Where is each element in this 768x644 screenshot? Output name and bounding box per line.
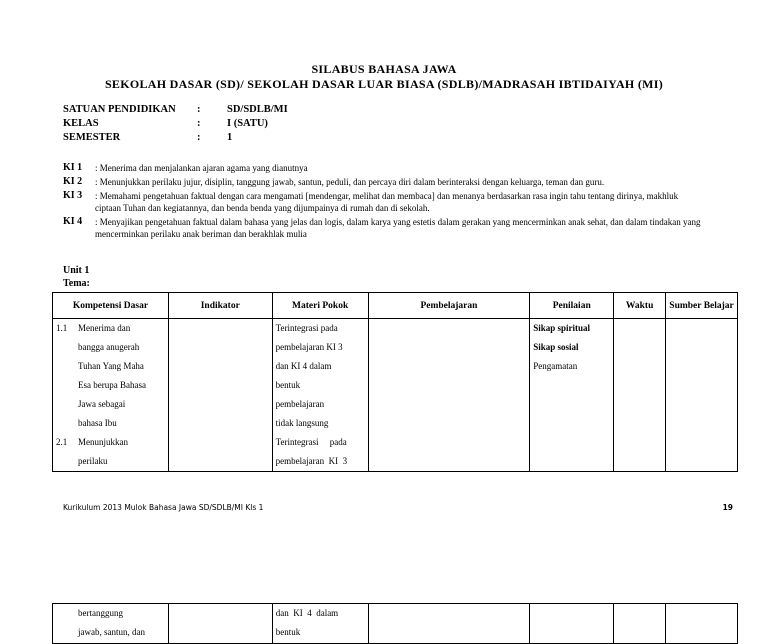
table-row	[53, 604, 738, 644]
ki-code: KI 1	[63, 162, 83, 173]
materi-line: pembelajaran	[275, 399, 325, 409]
penilaian-line: Sikap sosial	[533, 342, 579, 352]
ki-text: : Memahami pengetahuan faktual dengan cara mengamati [mendengar, melihat dan membaca] dan menanya berdasarkan rasa ingin tahu tentang dirinya, makhluk ciptaan Tuhan dan kegiatannya, dan benda benda yang dijumpainya di rumah dan di sekolah.	[95, 191, 679, 213]
page-footer	[63, 503, 733, 512]
ki-code: KI 2	[63, 176, 83, 187]
ki-1	[63, 162, 703, 174]
meta-value: 1	[227, 132, 233, 143]
kd-cell	[53, 319, 169, 472]
materi-line: bentuk	[275, 380, 301, 390]
penilaian-cell	[530, 319, 614, 472]
waktu-cell	[614, 604, 666, 644]
meta-label: KELAS	[63, 118, 99, 129]
ki-text: : Menyajikan pengetahuan faktual dalam bahasa yang jelas dan logis, dalam karya yang estetis dalam gerakan yang mencerminkan anak sehat, dan dalam tindakan yang mencerminkan perilaku anak beriman dan berakhlak mulia	[95, 217, 701, 239]
kd-line: Jawa sebagai	[78, 399, 126, 409]
pembelajaran-cell	[368, 319, 530, 472]
meta-label: SATUAN PENDIDIKAN	[63, 104, 176, 115]
kd-line: perilaku	[78, 456, 108, 466]
meta-row-satuan	[63, 103, 288, 117]
page-number: 19	[722, 503, 733, 512]
indikator-cell	[168, 319, 272, 472]
ki-2	[63, 176, 703, 188]
header-sumber: Sumber Belajar	[666, 293, 738, 319]
meta-row-kelas	[63, 117, 288, 131]
penilaian-cell	[530, 604, 614, 644]
kd-number: 1.1	[56, 323, 68, 333]
header-materi: Materi Pokok	[272, 293, 368, 319]
materi-line: tidak langsung	[275, 418, 329, 428]
ki-code: KI 3	[63, 190, 83, 201]
ki-4	[63, 216, 703, 240]
unit-label: Unit 1	[63, 265, 90, 276]
indikator-cell	[168, 604, 272, 644]
unit-heading	[63, 264, 90, 290]
ki-text: : Menunjukkan perilaku jujur, disiplin, tanggung jawab, santun, peduli, dan percaya diri dalam berinteraksi dengan keluarga, teman dan guru.	[95, 177, 605, 187]
ki-3	[63, 190, 703, 214]
kd-line: Esa berupa Bahasa	[78, 380, 146, 390]
materi-line: Terintegrasi pada	[275, 437, 347, 447]
kd-cell	[53, 604, 169, 644]
meta-row-semester	[63, 131, 288, 145]
meta-colon: :	[197, 118, 201, 129]
materi-line: bentuk	[275, 627, 301, 637]
header-penilaian: Penilaian	[530, 293, 614, 319]
kd-line: bertanggung	[78, 608, 123, 618]
materi-cell	[272, 319, 368, 472]
penilaian-line: Pengamatan	[533, 361, 578, 371]
kd-line: bahasa Ibu	[78, 418, 117, 428]
meta-value: SD/SDLB/MI	[227, 104, 288, 115]
kd-line: Menerima dan	[78, 323, 131, 333]
header-kompetensi: Kompetensi Dasar	[53, 293, 169, 319]
header-pembelajaran: Pembelajaran	[368, 293, 530, 319]
document-subtitle: SEKOLAH DASAR (SD)/ SEKOLAH DASAR LUAR BIASA (SDLB)/MADRASAH IBTIDAIYAH (MI)	[104, 77, 664, 91]
syllabus-table-continued	[52, 603, 738, 644]
penilaian-line: Sikap spiritual	[533, 323, 591, 333]
header-indikator: Indikator	[168, 293, 272, 319]
core-competencies	[63, 162, 703, 242]
ki-text: : Menerima dan menjalankan ajaran agama yang dianutnya	[95, 163, 308, 173]
document-title: SILABUS BAHASA JAWA	[311, 62, 457, 76]
table-row	[53, 319, 738, 472]
sumber-cell	[666, 604, 738, 644]
meta-value: I (SATU)	[227, 118, 268, 129]
meta-label: SEMESTER	[63, 132, 121, 143]
materi-line: pembelajaran KI 3	[275, 342, 343, 352]
kd-line: jawab, santun, dan	[78, 627, 145, 637]
materi-line: pembelajaran KI 3	[275, 456, 348, 466]
meta-colon: :	[197, 104, 201, 115]
materi-line: dan KI 4 dalam	[275, 608, 339, 618]
ki-code: KI 4	[63, 216, 83, 227]
kd-line: Tuhan Yang Maha	[78, 361, 144, 371]
kd-number: 2.1	[56, 437, 68, 447]
meta-colon: :	[197, 132, 201, 143]
materi-cell	[272, 604, 368, 644]
sumber-cell	[666, 319, 738, 472]
kd-line: bangga anugerah	[78, 342, 140, 352]
footer-text: Kurikulum 2013 Mulok Bahasa Jawa SD/SDLB/MI Kls 1	[63, 503, 264, 512]
waktu-cell	[614, 319, 666, 472]
syllabus-table	[52, 292, 738, 472]
tema-label: Tema:	[63, 278, 90, 289]
pembelajaran-cell	[368, 604, 530, 644]
header-waktu: Waktu	[614, 293, 666, 319]
materi-line: Terintegrasi pada	[275, 323, 338, 333]
table-header-row	[53, 293, 738, 319]
identity-block	[63, 103, 288, 145]
materi-line: dan KI 4 dalam	[275, 361, 332, 371]
kd-line: Menunjukkan	[78, 437, 128, 447]
